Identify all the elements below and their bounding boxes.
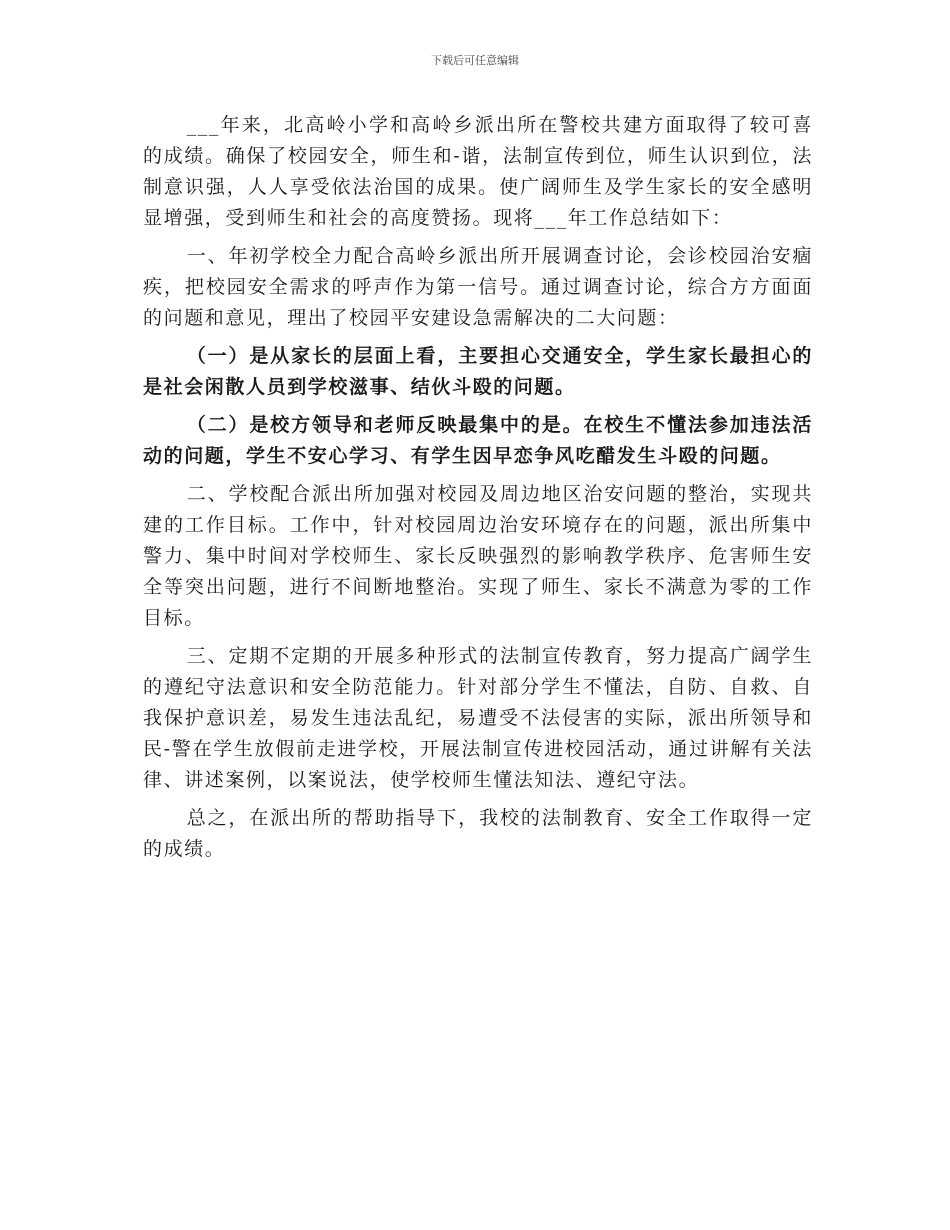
section-one-paragraph: 一、年初学校全力配合高岭乡派出所开展调查讨论，会诊校园治安痼疾，把校园安全需求的呼声作为第一信号。通过调查讨论，综合方方面面的问题和意见，理出了校园平安建设急需解决的二大问题： [143,245,813,329]
document-body [143,110,813,865]
issue-one-paragraph: （一）是从家长的层面上看，主要担心交通安全，学生家长最担心的是社会闲散人员到学校滋事、结伙斗殴的问题。 [143,345,813,398]
conclusion-paragraph: 总之，在派出所的帮助指导下，我校的法制教育、安全工作取得一定的成绩。 [143,807,813,860]
issue-two-paragraph: （二）是校方领导和老师反映最集中的是。在校生不懂法参加违法活动的问题，学生不安心学习、有学生因早恋争风吃醋发生斗殴的问题。 [143,414,813,467]
section-two-paragraph: 二、学校配合派出所加强对校园及周边地区治安问题的整治，实现共建的工作目标。工作中，针对校园周边治安环境存在的问题，派出所集中警力、集中时间对学校师生、家长反映强烈的影响教学秩序、危害师生安全等突出问题，进行不间断地整治。实现了师生、家长不满意为零的工作目标。 [143,483,813,629]
section-three-paragraph: 三、定期不定期的开展多种形式的法制宣传教育，努力提高广阔学生的遵纪守法意识和安全防范能力。针对部分学生不懂法，自防、自救、自我保护意识差，易发生违法乱纪，易遭受不法侵害的实际，派出所领导和民-警在学生放假前走进学校，开展法制宣传进校园活动，通过讲解有关法律、讲述案例，以案说法，使学校师生懂法知法、遵纪守法。 [143,645,813,791]
intro-paragraph: ___年来，北高岭小学和高岭乡派出所在警校共建方面取得了较可喜的成绩。确保了校园安全，师生和-谐，法制宣传到位，师生认识到位，法制意识强，人人享受依法治国的成果。使广阔师生及学生家长的安全感明显增强，受到师生和社会的高度赞扬。现将___年工作总结如下： [143,114,813,229]
page-header-note: 下载后可任意编辑 [431,54,519,67]
